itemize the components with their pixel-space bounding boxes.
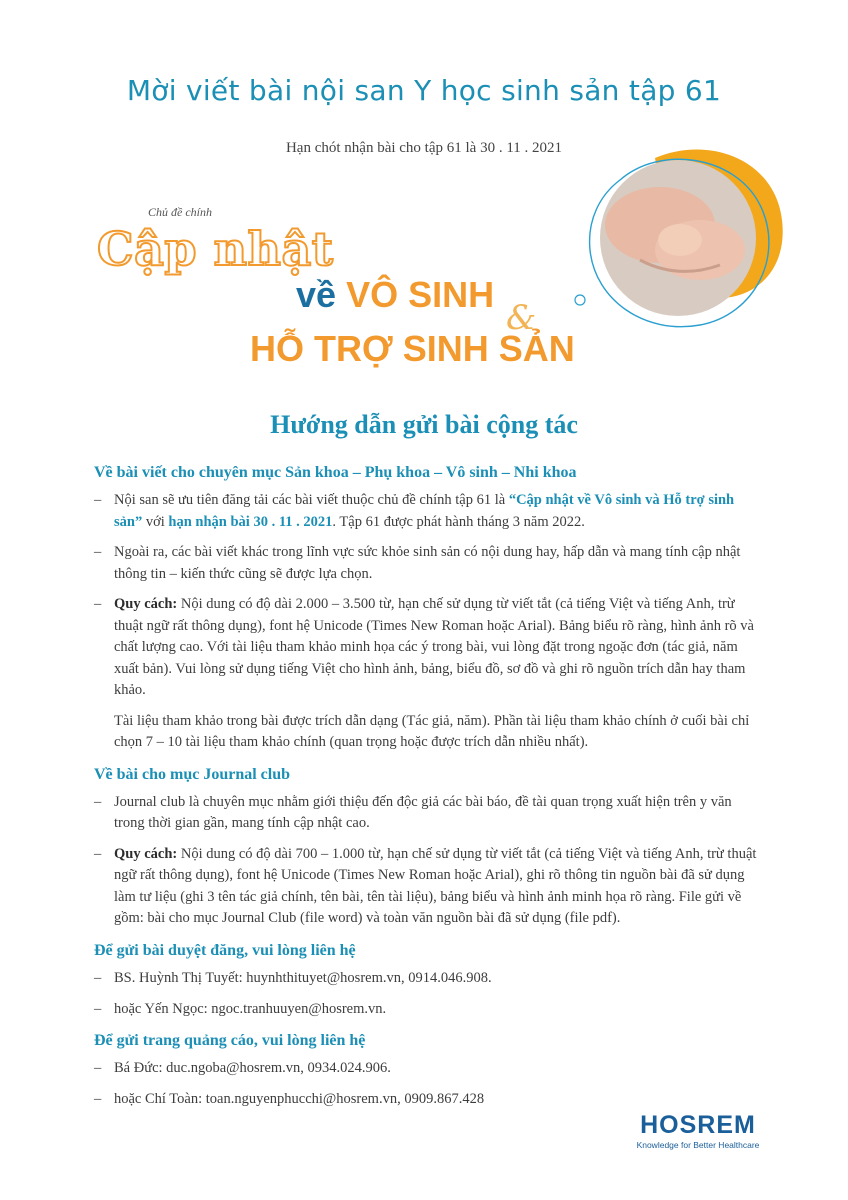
- contact-item: [94, 968, 764, 989]
- references-paragraph: Tài liệu tham khảo trong bài được trích dẫn dạng (Tác giả, năm). Phần tài liệu tham khảo chính ở cuối bài chỉ chọn 7 – 10 tài liệu tham khảo chính (quan trọng hoặc được trích dẫn nhiều nhất).: [114, 712, 750, 750]
- topic-line-2-main: VÔ SINH: [346, 274, 495, 315]
- dash-bullet: –: [94, 793, 102, 810]
- dash-bullet: –: [94, 492, 102, 508]
- contact-text: BS. Huỳnh Thị Tuyết: huynhthituyet@hosrem.vn, 0914.046.908.: [114, 969, 492, 986]
- deadline-text: Hạn chót nhận bài cho tập 61 là 30 . 11 . 2021: [285, 140, 563, 156]
- topic-label: Chủ đề chính: [148, 205, 212, 219]
- topic-highlight: “Cập nhật về Vô sinh và Hỗ trợ sinh sản”: [114, 492, 735, 530]
- list-item: [94, 792, 764, 835]
- item-text: Ngoài ra, các bài viết khác trong lĩnh vực sức khỏe sinh sản có nội dung hay, hấp dẫn và mang tính cập nhật thông tin – kiến thức cũng sẽ được lựa chọn.: [114, 544, 741, 582]
- list-item: [94, 594, 764, 702]
- topic-line-2-prefix: về: [296, 274, 337, 315]
- section-heading-obgyn: Về bài viết cho chuyên mục Sản khoa – Phụ khoa – Vô sinh – Nhi khoa: [94, 464, 577, 481]
- hosrem-logo: [636, 1112, 760, 1150]
- item-text: với: [142, 513, 169, 530]
- contact-text: hoặc Chí Toàn: toan.nguyenphucchi@hosrem.vn, 0909.867.428: [114, 1090, 485, 1107]
- dash-bullet: –: [94, 845, 102, 862]
- item-text: . Tập 61 được phát hành tháng 3 năm 2022.: [332, 513, 585, 530]
- dash-bullet: –: [94, 969, 102, 986]
- topic-ampersand: &: [506, 298, 537, 338]
- guide-heading: Hướng dẫn gửi bài cộng tác: [270, 410, 578, 439]
- contact-item: [94, 1089, 764, 1110]
- topic-line-2: [296, 274, 494, 316]
- list-item: [94, 844, 764, 930]
- logo-name: HOSREM: [640, 1111, 756, 1139]
- dash-bullet: –: [94, 1000, 102, 1017]
- page-title: Mời viết bài nội san Y học sinh sản tập 61: [126, 74, 722, 107]
- dash-bullet: –: [94, 1090, 102, 1107]
- item-text: Nội dung có độ dài 700 – 1.000 từ, hạn chế sử dụng từ viết tắt (cả tiếng Việt và tiếng Anh, trừ thuật ngữ rất thông dụng), font hệ Unicode (Times New Roman hoặc Arial), ghi rõ thông tin nguồn bài đã sử dụng làm tư liệu (ghi 3 tên tác giả chính, tên bài, tên tài liệu), bảng biểu và hình ảnh minh họa rõ ràng. File gửi về gồm: bài cho mục Journal Club (file word) và toàn văn nguồn bài đã sử dụng (file pdf).: [114, 845, 757, 926]
- list-item: [94, 490, 764, 533]
- deadline-highlight: hạn nhận bài 30 . 11 . 2021: [168, 513, 333, 530]
- topic-line-3: HỖ TRỢ SINH SẢN: [250, 328, 575, 369]
- spec-label: Quy cách:: [114, 845, 178, 862]
- section-heading-submission-contact: Để gửi bài duyệt đăng, vui lòng liên hệ: [94, 941, 356, 959]
- contact-text: Bá Đức: duc.ngoba@hosrem.vn, 0934.024.906.: [114, 1059, 391, 1076]
- topic-line-1: Cập nhật: [97, 222, 334, 276]
- hands-photo-illustration: [560, 140, 790, 340]
- contact-text: hoặc Yến Ngọc: ngoc.tranhuuyen@hosrem.vn.: [114, 1000, 387, 1017]
- section-heading-journal-club: Về bài cho mục Journal club: [94, 765, 291, 783]
- item-text: Nội san sẽ ưu tiên đăng tải các bài viết thuộc chủ đề chính tập 61 là: [114, 492, 509, 508]
- dash-bullet: –: [94, 596, 102, 612]
- dash-bullet: –: [94, 544, 102, 560]
- spec-label: Quy cách:: [114, 596, 178, 612]
- section-heading-advertising-contact: Để gửi trang quảng cáo, vui lòng liên hệ: [94, 1031, 366, 1049]
- item-text: Journal club là chuyên mục nhằm giới thiệu đến độc giả các bài báo, đề tài quan trọng xuất hiện trên y văn trong thời gian gần, mang tính cập nhật cao.: [114, 793, 732, 831]
- item-text: Nội dung có độ dài 2.000 – 3.500 từ, hạn chế sử dụng từ viết tắt (cả tiếng Việt và tiếng Anh, trừ thuật ngữ rất thông dụng), font hệ Unicode (Times New Roman hoặc Arial). Bảng biểu rõ ràng, hình ảnh rõ và chất lượng cao. Với tài liệu tham khảo minh họa các ý trong bài, vui lòng đặt trong ngoặc đơn (tác giả, năm xuất bản). Vui lòng sử dụng tiếng Việt cho hình ảnh, bảng, biểu đồ, sơ đồ và ghi rõ nguồn trích dẫn hay tham khảo.: [114, 596, 754, 698]
- content-body: [94, 452, 764, 1120]
- list-item: [94, 542, 764, 585]
- dash-bullet: –: [94, 1059, 102, 1076]
- contact-item: [94, 999, 764, 1020]
- contact-item: [94, 1058, 764, 1079]
- logo-tagline: Knowledge for Better Healthcare: [636, 1140, 760, 1150]
